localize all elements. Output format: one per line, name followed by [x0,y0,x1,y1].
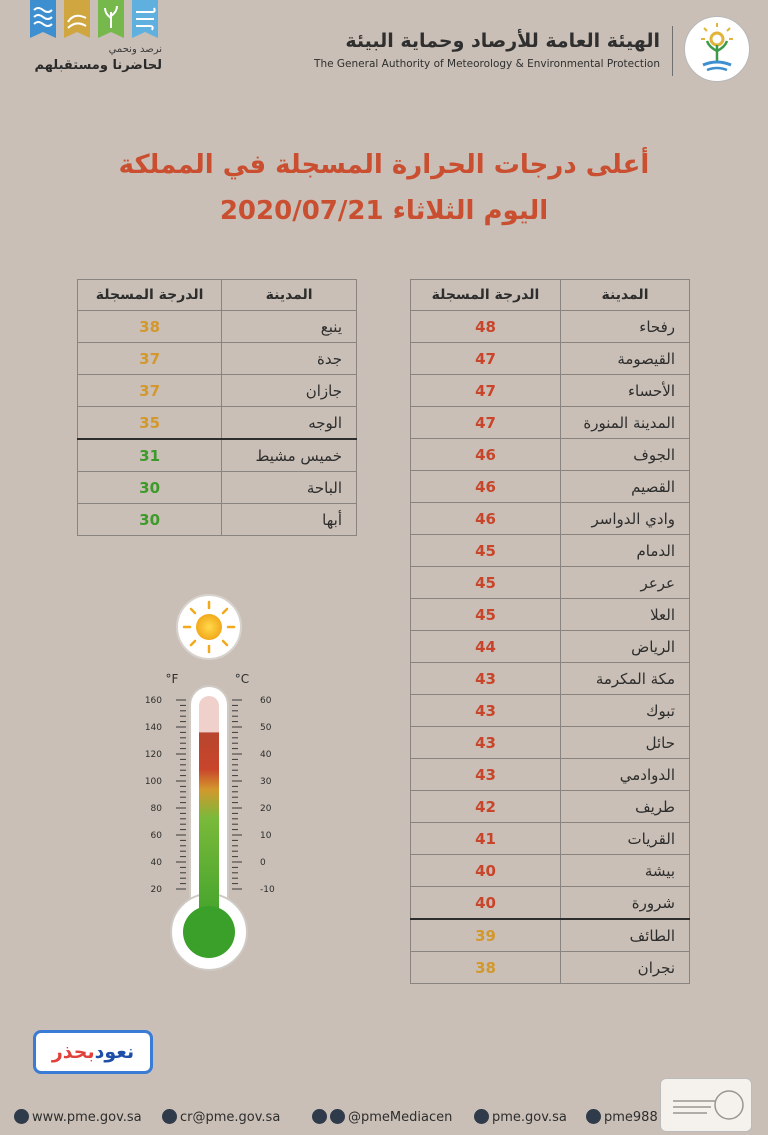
city-cell: رفحاء [561,311,690,343]
table-row [411,695,690,727]
temp-cell: 47 [411,375,561,407]
footer [0,1100,768,1135]
city-cell: الرياض [561,631,690,663]
table-row [411,503,690,535]
temp-cell: 45 [411,535,561,567]
campaign-word-1: نعود [94,1041,135,1063]
city-cell: الطائف [561,919,690,952]
table-row [78,472,357,504]
city-cell: ينبع [222,311,357,343]
campaign-word-2: بحذر [51,1041,95,1063]
city-cell: مكة المكرمة [561,663,690,695]
footer-email[interactable]: cr@pme.gov.sa [162,1109,280,1125]
temp-cell: 43 [411,759,561,791]
header-divider [672,26,673,76]
city-cell: القصيم [561,471,690,503]
temp-cell: 47 [411,343,561,375]
table-row [411,535,690,567]
table-row [411,631,690,663]
facebook-icon [474,1109,489,1124]
sand-badge-icon [64,0,90,44]
city-cell: الأحساء [561,375,690,407]
city-cell: طريف [561,791,690,823]
instagram-icon [312,1109,327,1124]
temp-cell: 40 [411,887,561,920]
table-row [411,343,690,375]
temperature-table-right [410,279,690,984]
celsius-unit: °C [234,672,250,686]
temp-cell: 46 [411,439,561,471]
temp-cell: 45 [411,599,561,631]
celsius-tick-label: 30 [260,777,272,787]
slogan-line2: لحاضرنا ومستقبلهم [34,58,162,73]
table-row [78,343,357,375]
city-cell: الدوادمي [561,759,690,791]
celsius-tick-label: 40 [260,750,272,760]
city-cell: القيصومة [561,343,690,375]
temp-header: الدرجة المسجلة [78,280,222,311]
table-row [78,407,357,440]
table-row [411,599,690,631]
table-row [411,919,690,952]
wind-badge-icon [132,0,158,44]
globe-icon [14,1109,29,1124]
city-cell: عرعر [561,567,690,599]
twitter-icon [330,1109,345,1124]
celsius-tick-label: 60 [260,696,272,706]
plant-badge-icon [98,0,124,44]
fahrenheit-tick-label: 20 [150,885,162,895]
temp-cell: 39 [411,919,561,952]
table-row [411,759,690,791]
city-header: المدينة [222,280,357,311]
slogan-line1: نرصد ونحمي [108,44,162,55]
footer-social[interactable]: @pmeMediacen [312,1109,452,1125]
table-row [78,311,357,343]
temp-header: الدرجة المسجلة [411,280,561,311]
celsius-scale [232,696,275,895]
table-row [411,375,690,407]
city-cell: حائل [561,727,690,759]
celsius-tick-label: 10 [260,831,272,841]
celsius-tick-label: -10 [260,885,275,895]
city-cell: الباحة [222,472,357,504]
city-cell: الجوف [561,439,690,471]
sun-icon [177,595,241,659]
fahrenheit-tick-label: 80 [150,804,162,814]
temp-cell: 38 [78,311,222,343]
celsius-tick-label: 50 [260,723,272,733]
temperature-table-left [77,279,357,536]
authority-name-arabic: الهيئة العامة للأرصاد وحماية البيئة [345,30,660,52]
city-header: المدينة [561,280,690,311]
table-row [411,663,690,695]
table-row [411,439,690,471]
temp-cell: 43 [411,663,561,695]
city-cell: تبوك [561,695,690,727]
table-row [411,823,690,855]
city-cell: الوجه [222,407,357,440]
temp-cell: 43 [411,727,561,759]
city-cell: بيشة [561,855,690,887]
city-cell: الدمام [561,535,690,567]
fahrenheit-tick-label: 100 [144,777,162,787]
footer-website[interactable]: www.pme.gov.sa [14,1109,142,1125]
temp-cell: 35 [78,407,222,440]
temp-cell: 48 [411,311,561,343]
thermometer-illustration [144,590,290,980]
city-cell: وادي الدواسر [561,503,690,535]
page-title: أعلى درجات الحرارة المسجلة في المملكة [118,150,650,180]
city-cell: نجران [561,952,690,984]
temp-cell: 30 [78,472,222,504]
footer-facebook[interactable]: pme.gov.sa [474,1109,567,1125]
temp-cell: 30 [78,504,222,536]
city-cell: العلا [561,599,690,631]
city-cell: المدينة المنورة [561,407,690,439]
table-row [411,791,690,823]
temp-cell: 43 [411,695,561,727]
table-row [411,952,690,984]
phone-icon [586,1109,601,1124]
temp-cell: 44 [411,631,561,663]
footer-phone[interactable]: pme988 [586,1109,658,1125]
celsius-tick-label: 0 [260,858,266,868]
temp-cell: 42 [411,791,561,823]
fahrenheit-unit: °F [165,672,179,686]
authority-seal-icon [684,16,750,82]
celsius-tick-label: 20 [260,804,272,814]
table-row [78,439,357,472]
city-cell: خميس مشيط [222,439,357,472]
temp-cell: 45 [411,567,561,599]
city-cell: جدة [222,343,357,375]
temp-cell: 46 [411,503,561,535]
table-row [411,855,690,887]
mail-icon [162,1109,177,1124]
temp-cell: 38 [411,952,561,984]
fahrenheit-tick-label: 60 [150,831,162,841]
table-row [411,567,690,599]
temp-cell: 46 [411,471,561,503]
temp-cell: 31 [78,439,222,472]
table-row [78,375,357,407]
campaign-logo [33,1030,153,1074]
temp-cell: 41 [411,823,561,855]
table-row [411,407,690,439]
city-cell: القريات [561,823,690,855]
table-row [411,471,690,503]
city-cell: جازان [222,375,357,407]
header [0,0,768,100]
fahrenheit-tick-label: 40 [150,858,162,868]
city-cell: شرورة [561,887,690,920]
water-badge-icon [30,0,56,44]
fahrenheit-scale [145,696,186,895]
temp-cell: 47 [411,407,561,439]
table-row [411,727,690,759]
table-row [411,311,690,343]
fahrenheit-tick-label: 160 [144,696,162,706]
page-date: اليوم الثلاثاء 2020/07/21 [219,196,549,226]
temp-cell: 37 [78,375,222,407]
fahrenheit-tick-label: 120 [144,750,162,760]
table-row [78,504,357,536]
mercury-level [199,732,219,936]
temp-cell: 37 [78,343,222,375]
authority-name-english: The General Authority of Meteorology & Environmental Protection [314,58,660,70]
fahrenheit-tick-label: 140 [144,723,162,733]
table-row [411,887,690,920]
city-cell: أبها [222,504,357,536]
temp-cell: 40 [411,855,561,887]
